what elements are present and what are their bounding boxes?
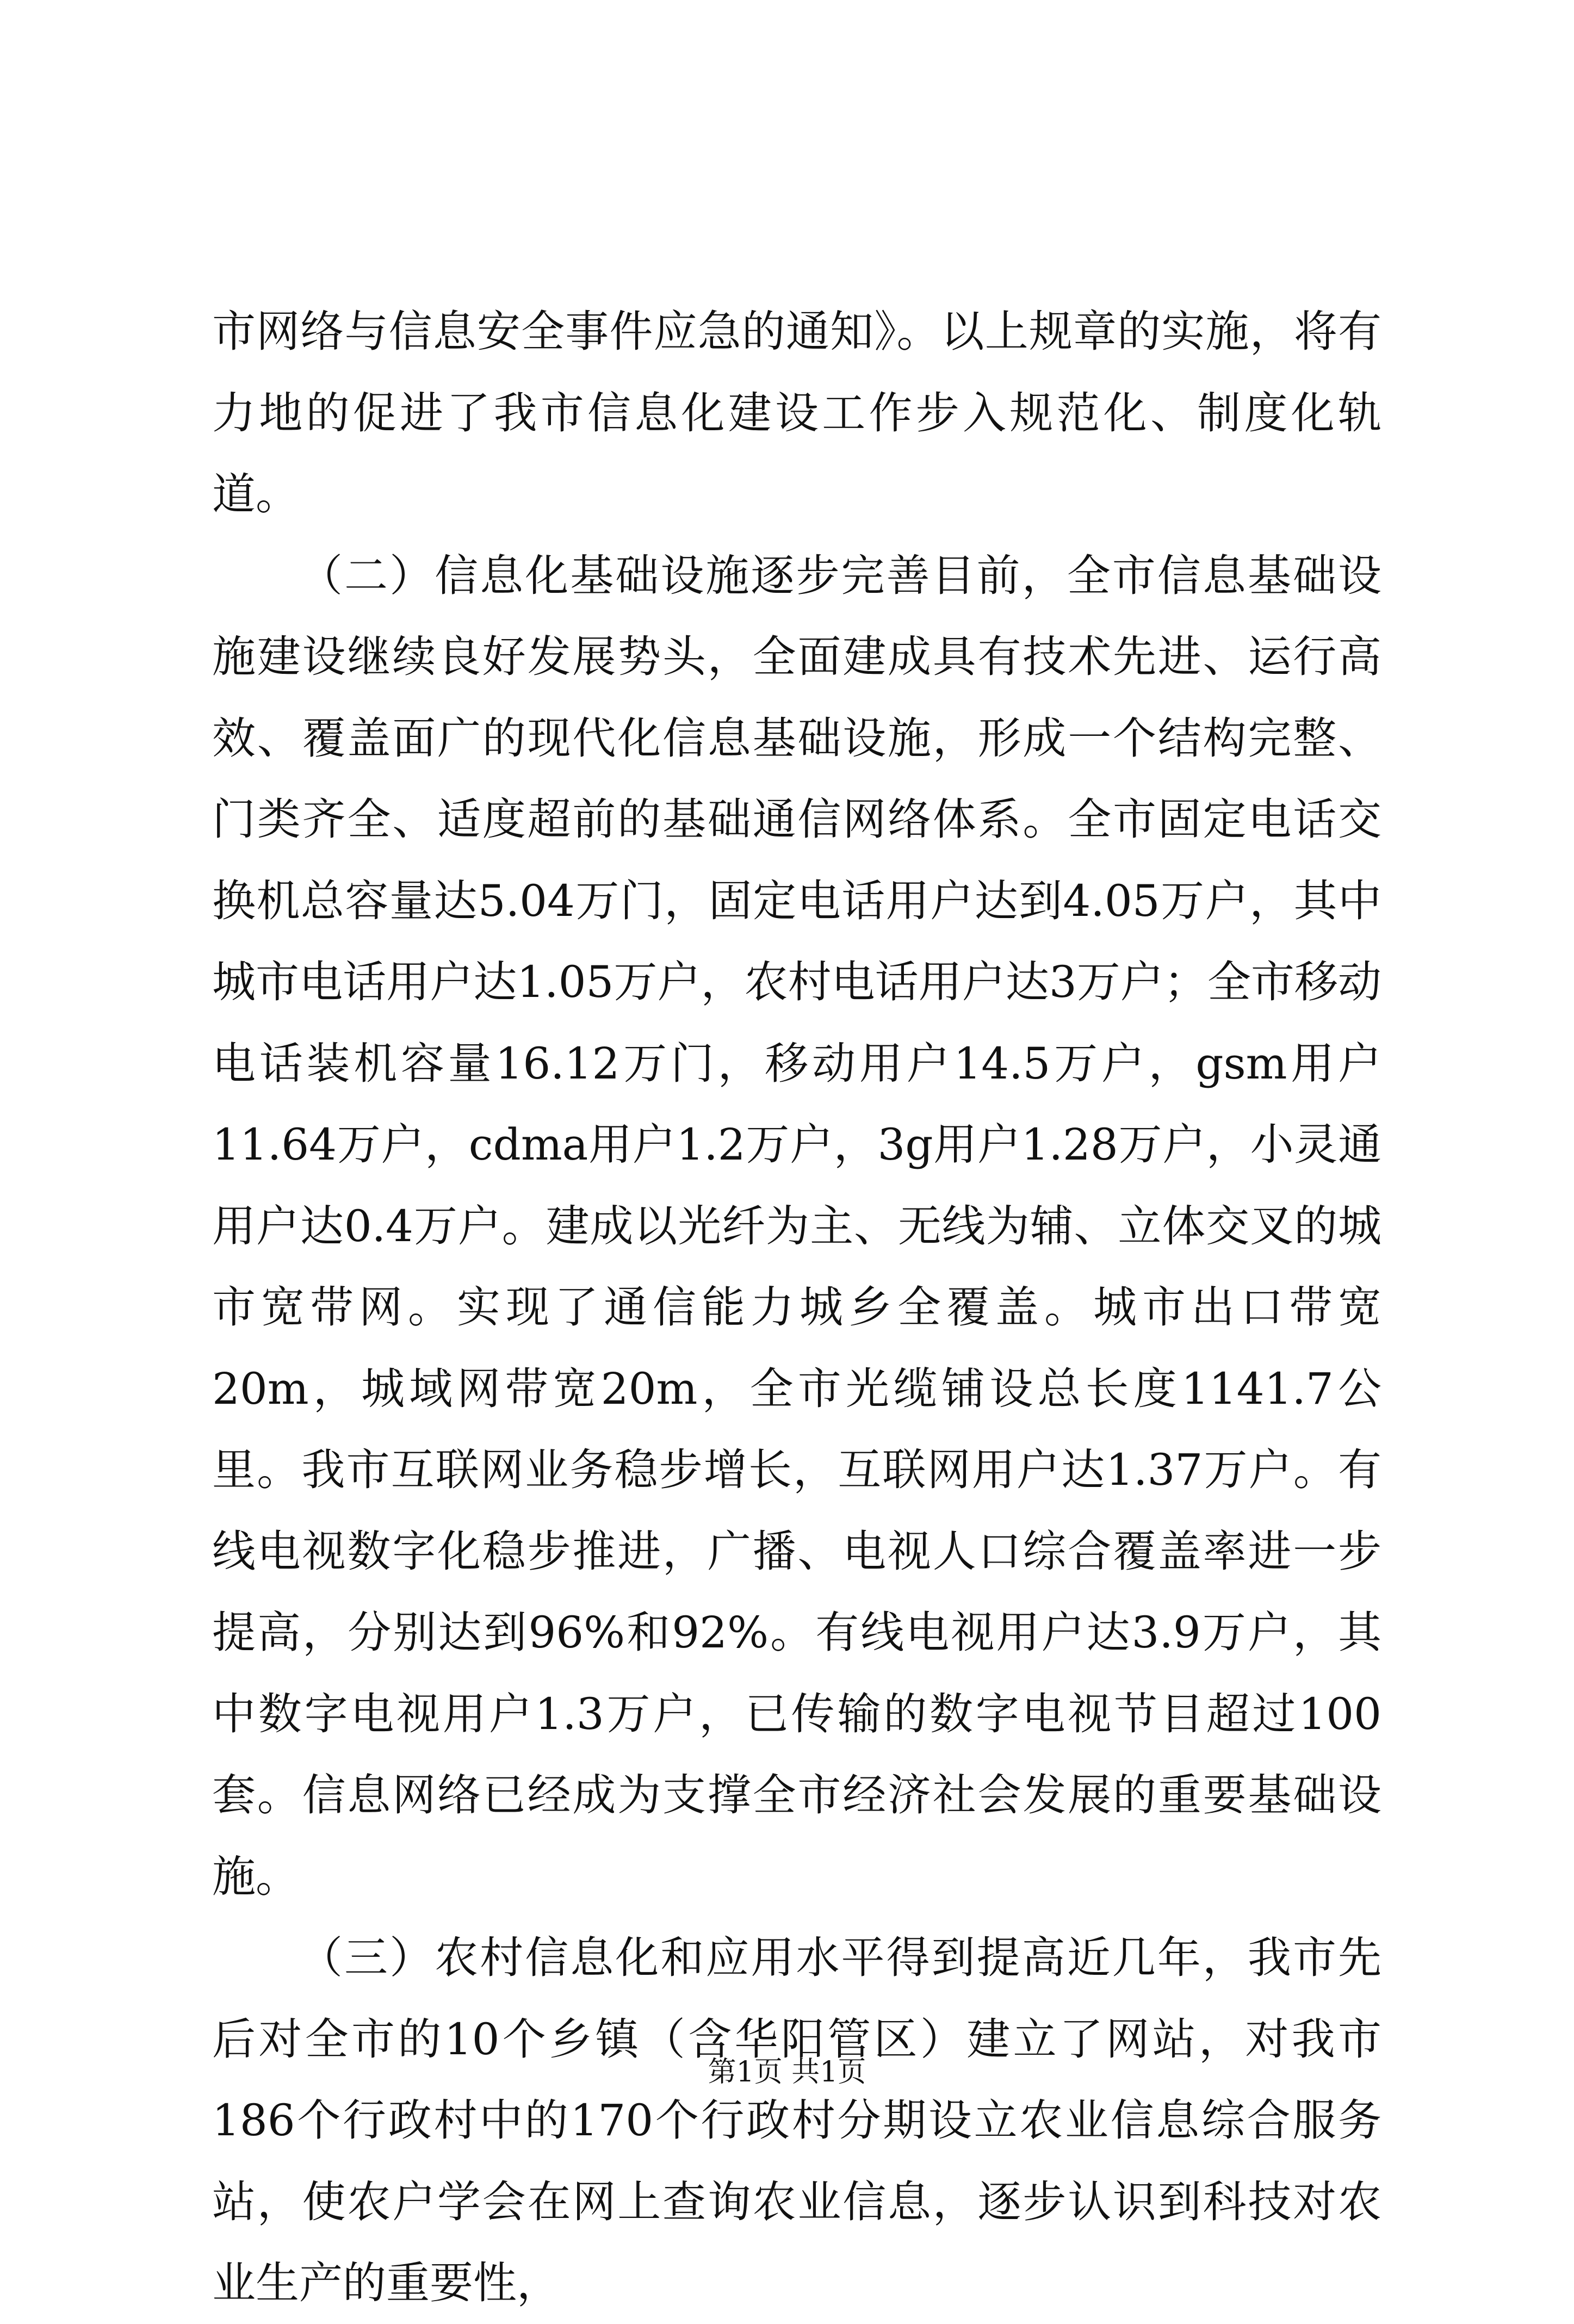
paragraph-infrastructure: （二）信息化基础设施逐步完善目前，全市信息基础设施建设继续良好发展势头，全面建成具有技术先进、运行高效、覆盖面广的现代化信息基础设施，形成一个结构完整、门类齐全、适度超前的基础通信网络体系。全市固定电话交换机总容量达5.04万门，固定电话用户达到4.05万户，其中城市电话用户达1.05万户，农村电话用户达3万户；全市移动电话装机容量16.12万门，移动用户14.5万户，gsm用户11.64万户，cdma用户1.2万户，3g用户1.28万户，小灵通用户达0.4万户。建成以光纤为主、无线为辅、立体交叉的城市宽带网。实现了通信能力城乡全覆盖。城市出口带宽20m，城域网带宽20m，全市光缆铺设总长度1141.7公里。我市互联网业务稳步增长，互联网用户达1.37万户。有线电视数字化稳步推进，广播、电视人口综合覆盖率进一步提高，分别达到96%和92%。有线电视用户达3.9万户，其中数字电视用户1.3万户，已传输的数字电视节目超过100套。信息网络已经成为支撑全市经济社会发展的重要基础设施。 (212, 550, 1381, 1902)
paragraph-rural-informatization: （三）农村信息化和应用水平得到提高近几年，我市先后对全市的10个乡镇（含华阳管区）建立了网站，对我市186个行政村中的170个行政村分期设立农业信息综合服务站，使农户学会在网上查询农业信息，逐步认识到科技对农业生产的重要性， (212, 1932, 1381, 2308)
page-footer: 第1页 共1页 (708, 2056, 866, 2088)
document-body (212, 291, 1381, 2324)
paragraph-regulations-continued: 市网络与信息安全事件应急的通知》。以上规章的实施，将有力地的促进了我市信息化建设工作步入规范化、制度化轨道。 (212, 306, 1381, 519)
